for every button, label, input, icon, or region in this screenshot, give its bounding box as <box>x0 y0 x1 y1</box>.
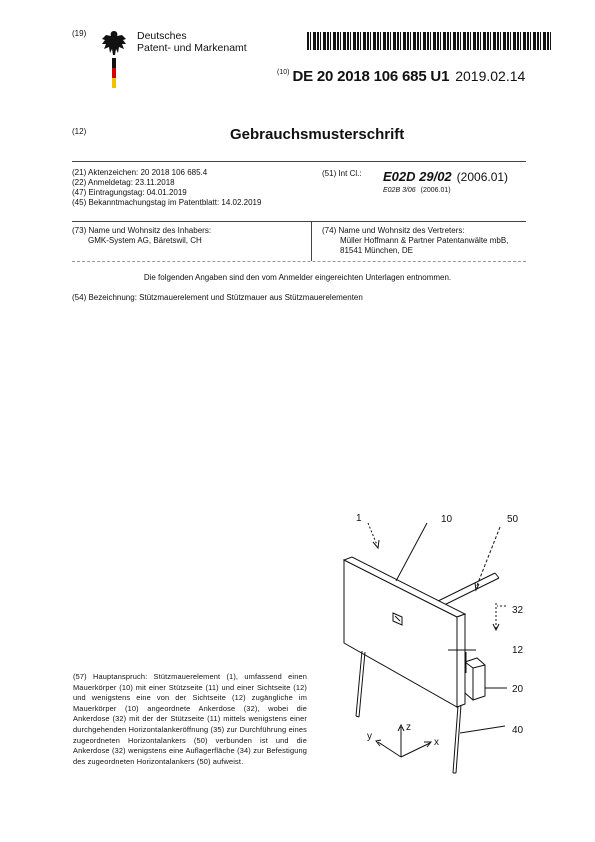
ipc-main-class: E02D 29/02 <box>383 169 452 184</box>
label-20: 20 <box>512 684 524 695</box>
abstract-main-claim: (57) Hauptanspruch: Stützmauerelement (1), umfassend einen Mauerkörper (10) mit einer Stützseite (11) und einer Sichtseite (12) und wenigstens eine von der Sichtseite (12) zugängliche im Mauerkörper (10) angeordnete Ankerdose (32), wobei die Ankerdose (32) mit der der Stützseite (11) mittels wenigstens einer durchgehenden Horizontalankeröffnung (35) zur Durchführung eines zugeordneten Horizontalankers (50) verbunden ist und die Ankerdose (32) wenigstens eine Auflagerfläche (34) zur Befestigung des zugeordneten Horizontalankers (50) aufweist. <box>73 672 307 766</box>
ipc-secondary-version: (2006.01) <box>420 187 451 194</box>
document-number: DE 20 2018 106 685 U1 <box>292 68 450 85</box>
label-32: 32 <box>512 605 524 616</box>
owner-label: (73) Name und Wohnsitz des Inhabers: <box>72 226 212 235</box>
representative-line2: 81541 München, DE <box>340 246 413 255</box>
office-name-line2: Patent- und Markenamt <box>137 42 247 54</box>
axis-label-y: y <box>367 731 372 742</box>
inid-code-12: (12) <box>72 127 87 136</box>
label-50: 50 <box>507 514 519 525</box>
registration-date: (47) Eintragungstag: 04.01.2019 <box>72 188 187 197</box>
designation: (54) Bezeichnung: Stützmauerelement und Stützmauer aus Stützmauerelementen <box>72 293 363 302</box>
axis-x <box>401 743 430 757</box>
inid-code-19: (19) <box>72 29 87 38</box>
representative-label: (74) Name und Wohnsitz des Vertreters: <box>322 226 465 235</box>
axis-label-z: z <box>406 722 411 733</box>
ipc-secondary-class: E02B 3/06 <box>383 187 416 194</box>
filing-date: (22) Anmeldetag: 23.11.2018 <box>72 178 175 187</box>
owner-value: GMK-System AG, Bäretswil, CH <box>88 236 202 245</box>
label-1: 1 <box>356 513 362 524</box>
ipc-main-version: (2006.01) <box>456 170 509 184</box>
document-type-title: Gebrauchsmusterschrift <box>230 126 405 143</box>
office-name-line1: Deutsches <box>137 30 187 42</box>
publication-date: (45) Bekanntmachungstag im Patentblatt: 14.02.2019 <box>72 198 262 207</box>
barcode <box>307 32 552 50</box>
wall-side-face <box>457 614 465 707</box>
axis-y <box>378 742 401 757</box>
document-date: 2019.02.14 <box>455 68 526 84</box>
notice-divider <box>72 261 526 262</box>
label-12: 12 <box>512 645 524 656</box>
patent-drawing <box>340 505 550 790</box>
bib-divider <box>72 221 526 222</box>
application-number: (21) Aktenzeichen: 20 2018 106 685.4 <box>72 168 208 177</box>
column-divider <box>311 221 312 261</box>
label-40: 40 <box>512 725 524 736</box>
ipc-label: (51) Int Cl.: <box>322 169 362 178</box>
axis-label-x: x <box>434 737 439 748</box>
representative-line1: Müller Hoffmann & Partner Patentanwälte mbB, <box>340 236 509 245</box>
label-10: 10 <box>441 514 453 525</box>
support-leg <box>356 651 362 716</box>
header-divider <box>72 161 526 162</box>
inid-code-10: (10) <box>277 69 290 76</box>
federal-eagle-logo <box>100 28 128 90</box>
applicant-notice: Die folgenden Angaben sind den vom Anmelder eingereichten Unterlagen entnommen. <box>143 273 452 282</box>
